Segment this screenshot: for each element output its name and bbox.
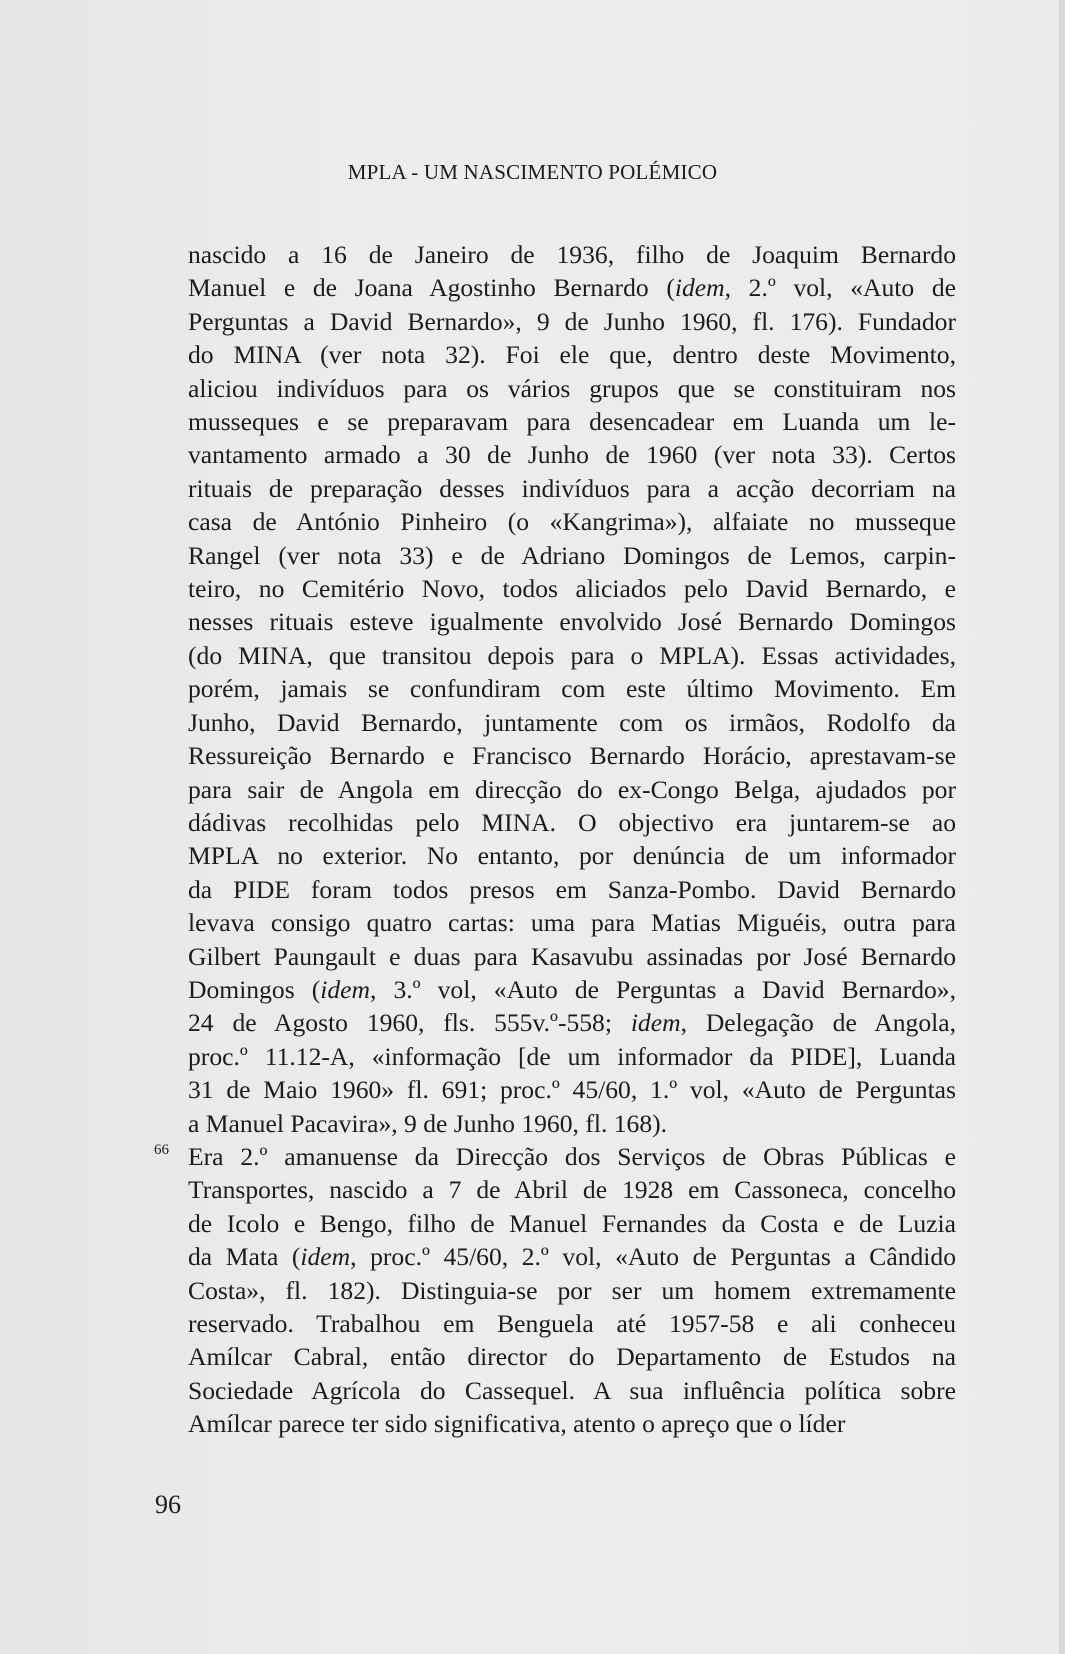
text-line: Perguntas a David Bernardo», 9 de Junho 1960, fl. 176). Fundador (188, 306, 956, 336)
text-line: Amílcar Cabral, então director do Departamento de Estudos na (188, 1342, 956, 1372)
text-line: nesses rituais esteve igualmente envolvido José Bernardo Domingos (188, 607, 956, 637)
page-edge (1059, 0, 1065, 1654)
footnote-66 (154, 1140, 956, 1441)
text-line: dádivas recolhidas pelo MINA. O objectivo era juntarem-se ao (188, 807, 956, 837)
text-line: a Manuel Pacavira», 9 de Junho 1960, fl. 168). (188, 1108, 668, 1138)
text-line: de Icolo e Bengo, filho de Manuel Fernandes da Costa e de Luzia (188, 1208, 956, 1238)
text-line: Sociedade Agrícola do Cassequel. A sua influência política sobre (188, 1375, 956, 1405)
text-line: porém, jamais se confundiram com este último Movimento. Em (188, 674, 956, 704)
running-head: MPLA - UM NASCIMENTO POLÉMICO (347, 160, 718, 184)
text-line: MPLA no exterior. No entanto, por denúncia de um informador (188, 841, 956, 871)
text-line: Manuel e de Joana Agostinho Bernardo (idem, 2.º vol, «Auto de (188, 273, 956, 303)
text-line: aliciou indivíduos para os vários grupos que se constituiram nos (188, 373, 956, 403)
text-line: nascido a 16 de Janeiro de 1936, filho de Joaquim Bernardo (188, 240, 956, 269)
text-line: levava consigo quatro cartas: uma para Matias Miguéis, outra para (188, 908, 956, 938)
page-number: 96 (155, 1490, 181, 1519)
text-line: 24 de Agosto 1960, fls. 555v.º-558; idem, Delegação de Angola, (188, 1008, 956, 1038)
footnotes-block (154, 238, 957, 1441)
text-line: (do MINA, que transitou depois para o MPLA). Essas actividades, (188, 640, 956, 670)
text-line: para sair de Angola em direcção do ex-Congo Belga, ajudados por (188, 774, 956, 804)
text-line: Transportes, nascido a 7 de Abril de 1928 em Cassoneca, concelho (188, 1175, 956, 1205)
text-line: casa de António Pinheiro (o «Kangrima»), alfaiate no musseque (188, 507, 956, 537)
text-line: Rangel (ver nota 33) e de Adriano Domingos de Lemos, carpin- (188, 540, 956, 570)
text-line: reservado. Trabalhou em Benguela até 1957-58 e ali conheceu (188, 1309, 956, 1338)
text-line: Junho, David Bernardo, juntamente com os irmãos, Rodolfo da (188, 707, 956, 737)
text-line: Costa», fl. 182). Distinguia-se por ser um homem extremamente (188, 1275, 956, 1305)
text-line: teiro, no Cemitério Novo, todos aliciados pelo David Bernardo, e (188, 574, 956, 604)
text-line: proc.º 11.12-A, «informação [de um informador da PIDE], Luanda (188, 1041, 956, 1071)
text-line: 31 de Maio 1960» fl. 691; proc.º 45/60, 1.º vol, «Auto de Perguntas (188, 1075, 956, 1105)
text-line: musseques e se preparavam para desencadear em Luanda um le- (188, 407, 956, 437)
text-line: rituais de preparação desses indivíduos para a acção decorriam na (188, 473, 956, 503)
text-line: Gilbert Paungault e duas para Kasavubu assinadas por José Bernardo (188, 941, 956, 971)
footnote-65 (188, 238, 956, 1140)
text-line: Era 2.º amanuense da Direcção dos Serviços de Obras Públicas e 66 (188, 1140, 956, 1173)
text-line: da PIDE foram todos presos em Sanza-Pombo. David Bernardo (188, 874, 956, 904)
text-line: Amílcar parece ter sido significativa, atento o apreço que o líder (188, 1409, 846, 1439)
text-line: Domingos (idem, 3.º vol, «Auto de Perguntas a David Bernardo», (188, 974, 957, 1004)
footnote-number: 66 (154, 1141, 169, 1158)
text-line: da Mata (idem, proc.º 45/60, 2.º vol, «Auto de Perguntas a Cândido (188, 1242, 956, 1272)
text-line: Ressureição Bernardo e Francisco Bernardo Horácio, aprestavam-se (188, 741, 956, 771)
text-line: vantamento armado a 30 de Junho de 1960 (ver nota 33). Certos (188, 440, 956, 470)
text-line: do MINA (ver nota 32). Foi ele que, dentro deste Movimento, (188, 340, 956, 370)
